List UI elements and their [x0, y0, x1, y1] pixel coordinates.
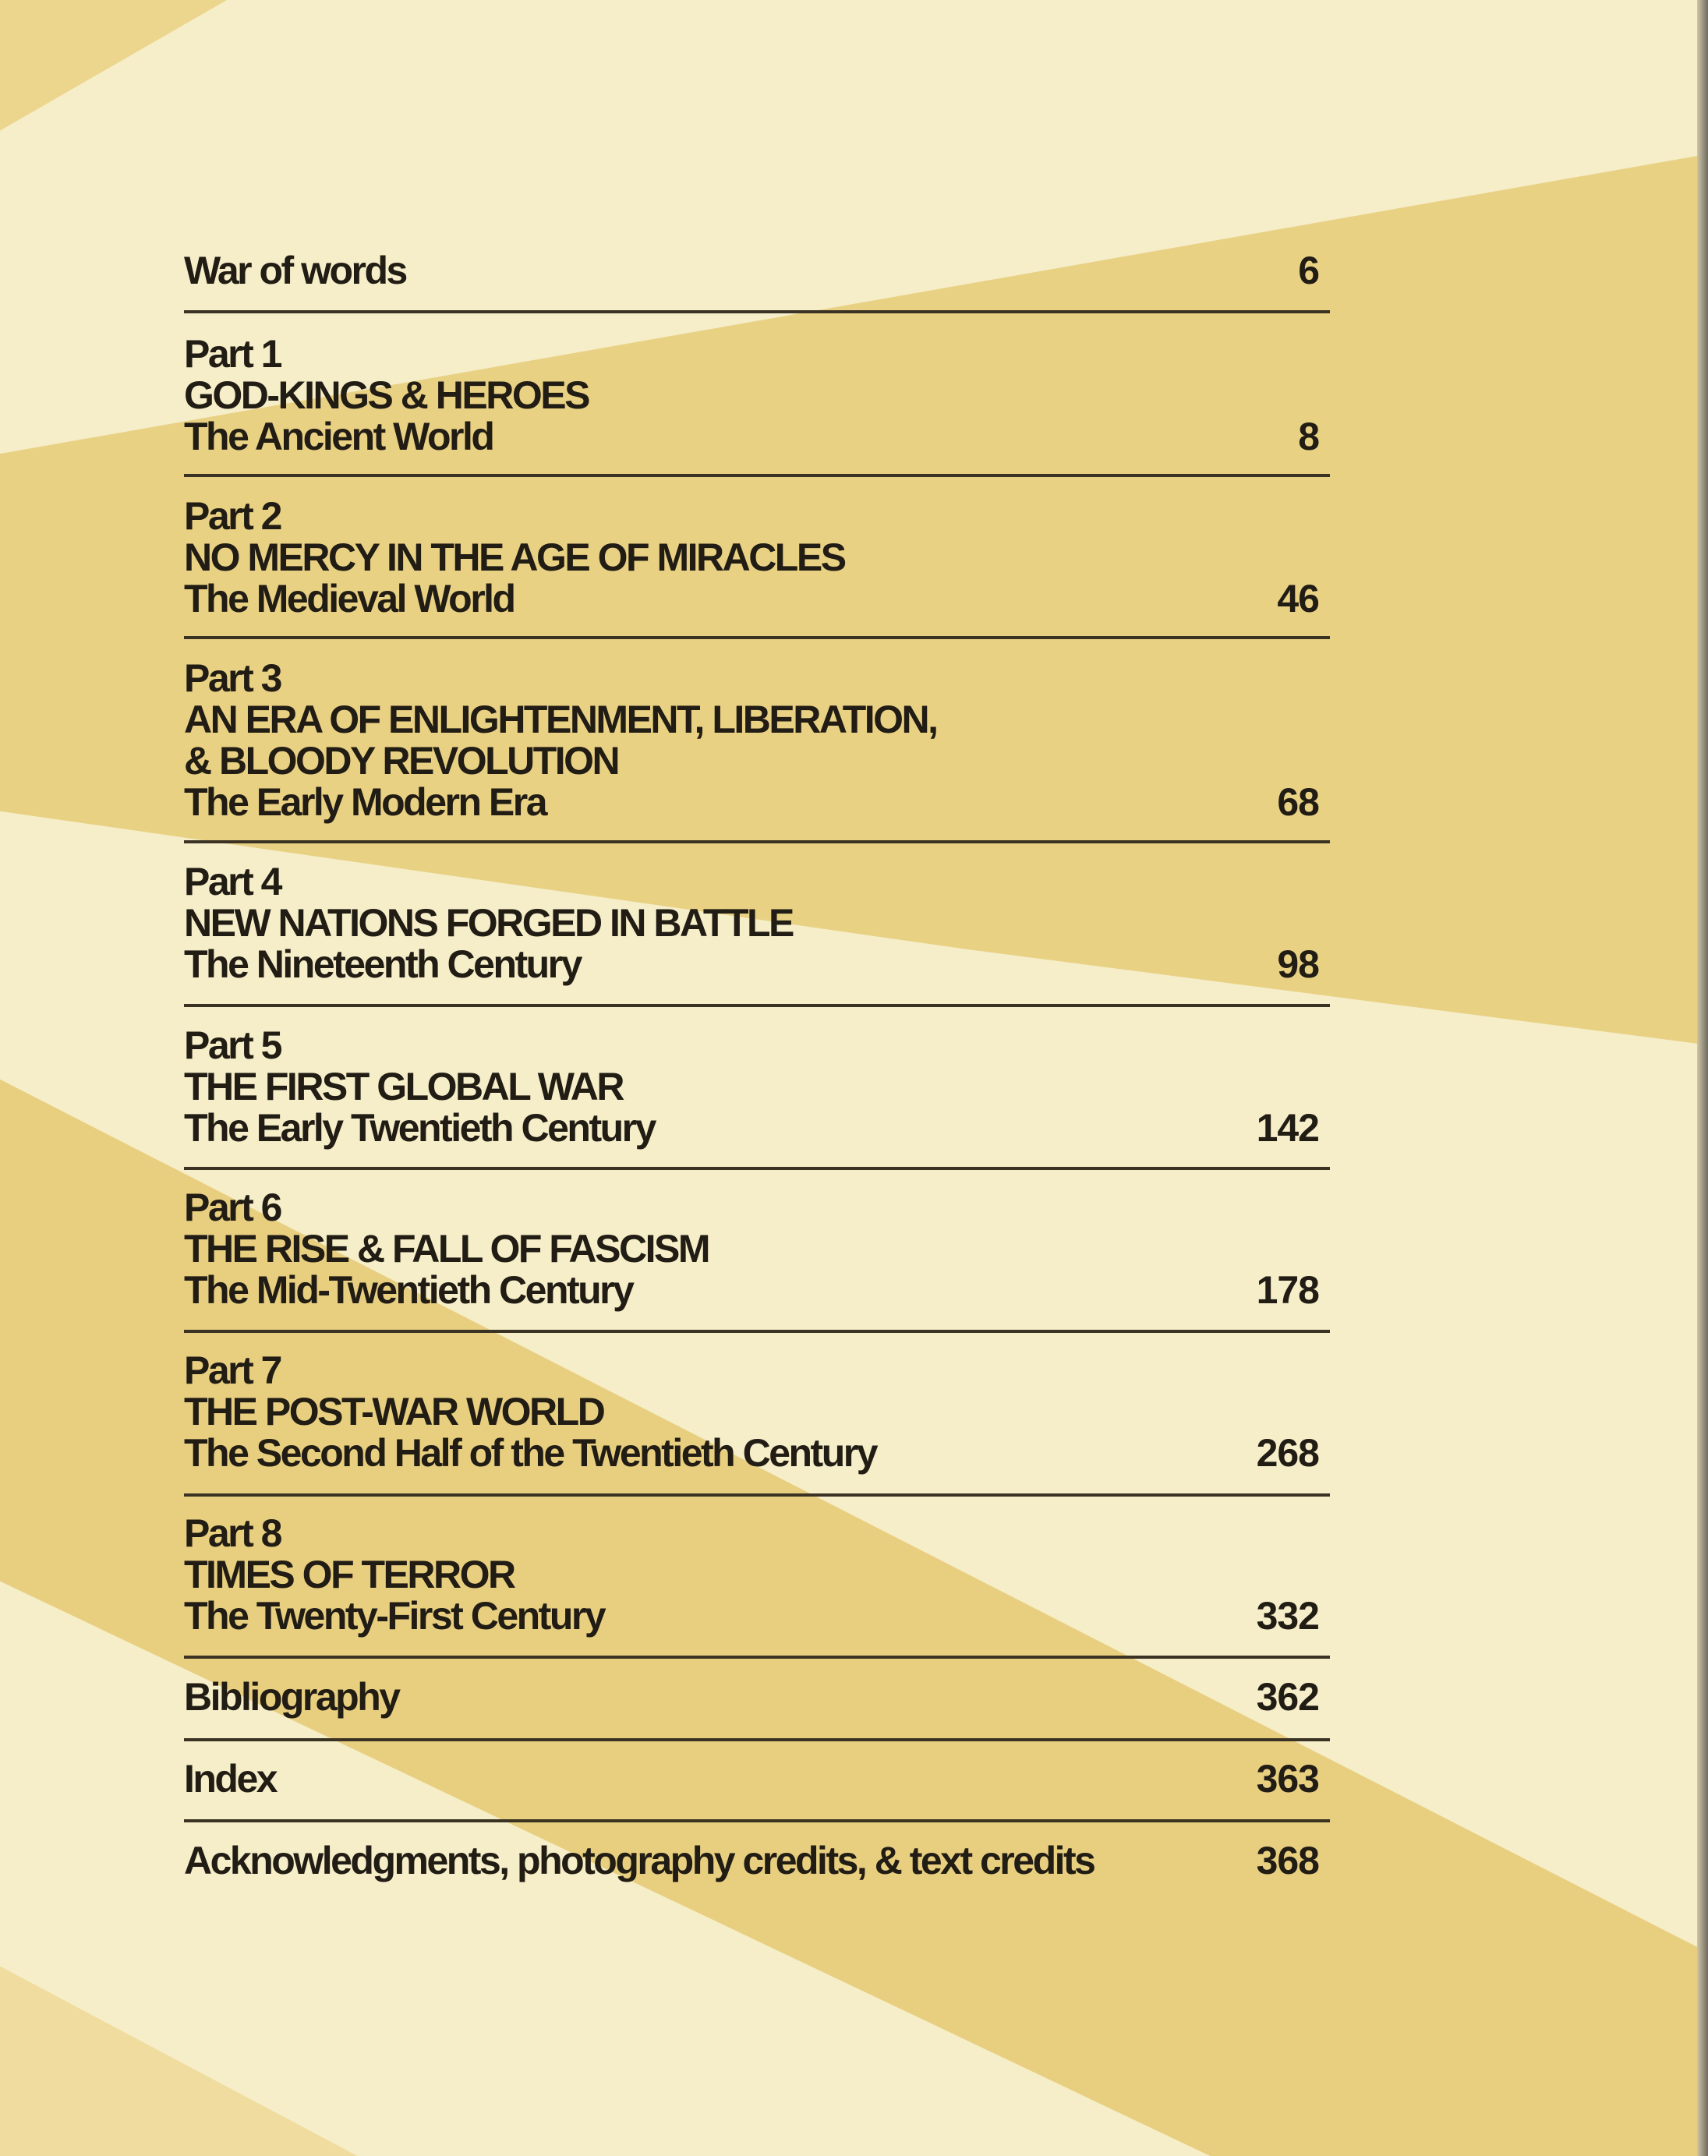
entry-title: Bibliography: [184, 1675, 399, 1719]
toc-entry-part-3[interactable]: [184, 658, 1330, 823]
toc-entry-part-7[interactable]: [184, 1350, 1330, 1474]
part-subtitle: The Early Modern Era: [184, 780, 546, 824]
part-label: Part 3: [184, 656, 281, 700]
part-subtitle: The Twenty-First Century: [184, 1594, 605, 1638]
entry-title: War of words: [184, 249, 406, 292]
part-label: Part 8: [184, 1511, 281, 1555]
divider: [184, 1167, 1330, 1170]
divider: [184, 310, 1330, 313]
part-subtitle: The Early Twentieth Century: [184, 1106, 655, 1150]
page-number: 98: [1277, 942, 1319, 986]
part-title: NO MERCY IN THE AGE OF MIRACLES: [184, 535, 845, 579]
part-subtitle: The Mid-Twentieth Century: [184, 1268, 633, 1312]
part-title: THE FIRST GLOBAL WAR: [184, 1065, 623, 1108]
page-number: 6: [1298, 249, 1319, 292]
divider: [184, 474, 1330, 477]
page-number: 8: [1298, 415, 1319, 458]
page-number: 142: [1256, 1106, 1319, 1150]
page-number: 362: [1256, 1675, 1319, 1719]
part-title: TIMES OF TERROR: [184, 1553, 515, 1596]
part-title: & BLOODY REVOLUTION: [184, 739, 619, 783]
part-label: Part 2: [184, 494, 281, 538]
divider: [184, 636, 1330, 639]
divider: [184, 1656, 1330, 1659]
toc-entry-part-4[interactable]: [184, 861, 1330, 985]
page-number: 178: [1256, 1268, 1319, 1312]
toc-entry-acknowledgments[interactable]: [184, 1840, 1330, 1882]
ray-bottom-left: [0, 1967, 358, 2156]
part-subtitle: The Nineteenth Century: [184, 942, 581, 986]
page-edge: [1697, 0, 1708, 2156]
toc-entry-part-6[interactable]: [184, 1187, 1330, 1311]
part-label: Part 6: [184, 1186, 281, 1229]
toc-entry-intro[interactable]: [184, 250, 1330, 292]
page-number: 268: [1256, 1431, 1319, 1475]
part-title: NEW NATIONS FORGED IN BATTLE: [184, 901, 793, 945]
toc-entry-part-2[interactable]: [184, 496, 1330, 620]
ray-top-left: [0, 0, 227, 131]
toc-entry-part-8[interactable]: [184, 1513, 1330, 1637]
divider: [184, 1493, 1330, 1497]
entry-title: Acknowledgments, photography credits, & text credits: [184, 1839, 1094, 1882]
entry-title: Index: [184, 1757, 277, 1801]
part-label: Part 7: [184, 1348, 281, 1392]
divider: [184, 840, 1330, 843]
part-label: Part 4: [184, 860, 281, 903]
part-label: Part 1: [184, 332, 281, 376]
divider: [184, 1819, 1330, 1822]
page-number: 68: [1277, 780, 1319, 824]
part-title: GOD-KINGS & HEROES: [184, 373, 589, 417]
part-title: AN ERA OF ENLIGHTENMENT, LIBERATION,: [184, 698, 937, 741]
page-number: 46: [1277, 577, 1319, 620]
toc-entry-part-1[interactable]: [184, 334, 1330, 458]
page-number: 363: [1256, 1757, 1319, 1801]
divider: [184, 1004, 1330, 1007]
toc-entry-index[interactable]: [184, 1758, 1330, 1800]
divider: [184, 1738, 1330, 1741]
toc-entry-part-5[interactable]: [184, 1025, 1330, 1149]
part-subtitle: The Medieval World: [184, 577, 515, 620]
page-number: 332: [1256, 1594, 1319, 1638]
page-number: 368: [1256, 1839, 1319, 1882]
toc-entry-bibliography[interactable]: [184, 1677, 1330, 1718]
divider: [184, 1330, 1330, 1333]
part-label: Part 5: [184, 1023, 281, 1067]
part-title: THE POST-WAR WORLD: [184, 1390, 604, 1433]
part-subtitle: The Second Half of the Twentieth Century: [184, 1431, 877, 1475]
part-subtitle: The Ancient World: [184, 415, 493, 458]
part-title: THE RISE & FALL OF FASCISM: [184, 1227, 709, 1271]
